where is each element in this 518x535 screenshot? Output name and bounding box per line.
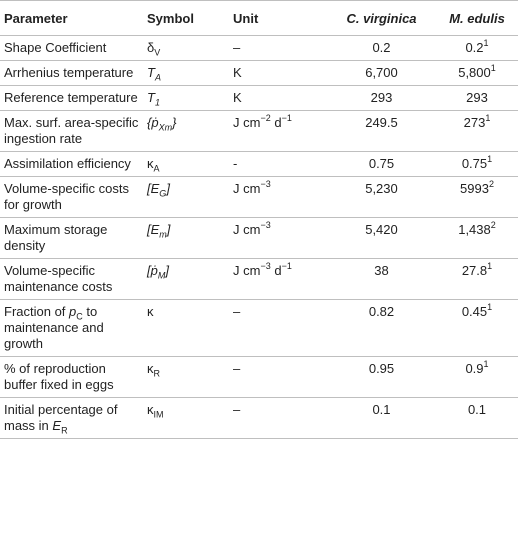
cell-symbol: [ṗ$_M$] <box>143 259 229 300</box>
cell-parameter: Assimilation efficiency <box>0 152 143 177</box>
cell-m-edulis: 0.75$^1$ <box>436 152 518 177</box>
cell-c-virginica: 5,420 <box>327 218 436 259</box>
cell-symbol: $T_A$ <box>143 61 229 86</box>
cell-unit: J $cm^{-3}$ $d^{-1}$ <box>229 259 327 300</box>
cell-unit: J $cm^{-3}$ <box>229 177 327 218</box>
reference-superscript: 1 <box>487 301 493 312</box>
table-row <box>0 259 518 300</box>
cell-m-edulis: $0.2^1$ <box>436 36 518 61</box>
cell-parameter: Initial percentage of mass in $E_R$ <box>0 398 143 439</box>
cell-m-edulis: 5,800$^1$ <box>436 61 518 86</box>
parameter-subscript: C <box>76 311 83 322</box>
cell-c-virginica: 0.95 <box>327 357 436 398</box>
cell-m-edulis: 27.8$^1$ <box>436 259 518 300</box>
cell-c-virginica: 293 <box>327 86 436 111</box>
table-row <box>0 111 518 152</box>
table-row <box>0 398 518 439</box>
reference-superscript: 1 <box>483 37 489 48</box>
cell-symbol: $[E_m]$ <box>143 218 229 259</box>
symbol-subscript: R <box>153 368 160 379</box>
cell-symbol: $[E_G]$ <box>143 177 229 218</box>
unit-exponent: −3 <box>260 219 271 230</box>
header-c-virginica: C. virginica <box>327 1 436 36</box>
symbol-subscript: G <box>159 188 167 199</box>
cell-parameter: Arrhenius temperature <box>0 61 143 86</box>
reference-superscript: 1 <box>485 112 491 123</box>
cell-parameter: Max. surf. area-specific ingestion rate <box>0 111 143 152</box>
header-m-edulis: M. edulis <box>436 1 518 36</box>
symbol-subscript: A <box>154 72 161 83</box>
table-row <box>0 300 518 357</box>
cell-unit: J $cm^{-2}$ $d^{-1}$ <box>229 111 327 152</box>
cell-c-virginica: 5,230 <box>327 177 436 218</box>
cell-parameter: Volume-specific costs for growth <box>0 177 143 218</box>
table-row <box>0 86 518 111</box>
header-symbol: Symbol <box>143 1 229 36</box>
table-row <box>0 61 518 86</box>
cell-m-edulis: 5993$^2$ <box>436 177 518 218</box>
cell-c-virginica: 6,700 <box>327 61 436 86</box>
cell-unit: J $cm^{-3}$ <box>229 218 327 259</box>
header-row <box>0 1 518 36</box>
cell-unit: K <box>229 61 327 86</box>
header-unit: Unit <box>229 1 327 36</box>
cell-c-virginica: 0.1 <box>327 398 436 439</box>
table-row <box>0 152 518 177</box>
reference-superscript: 2 <box>488 178 494 189</box>
cell-m-edulis: 0.1 <box>436 398 518 439</box>
reference-superscript: 1 <box>487 153 493 164</box>
cell-c-virginica: 249.5 <box>327 111 436 152</box>
cell-m-edulis: 1,438$^2$ <box>436 218 518 259</box>
cell-symbol: {ṗ$_{Xm}$} <box>143 111 229 152</box>
cell-parameter: Fraction of $p_C$ to maintenance and growth <box>0 300 143 357</box>
reference-superscript: 1 <box>487 260 493 271</box>
cell-parameter: Maximum storage density <box>0 218 143 259</box>
table-row <box>0 218 518 259</box>
table-row <box>0 36 518 61</box>
symbol-subscript: A <box>153 163 160 174</box>
cell-unit: K <box>229 86 327 111</box>
table-row <box>0 177 518 218</box>
cell-symbol: $T_1$ <box>143 86 229 111</box>
reference-superscript: 2 <box>490 219 496 230</box>
header-parameter: Parameter <box>0 1 143 36</box>
symbol-subscript: V <box>154 47 161 58</box>
table-row <box>0 357 518 398</box>
cell-symbol: $\kappa_A$ <box>143 152 229 177</box>
unit-exponent: −3 <box>260 260 271 271</box>
symbol-subscript: M <box>157 270 166 281</box>
cell-symbol: $\kappa_{IM}$ <box>143 398 229 439</box>
unit-exponent: −3 <box>260 178 271 189</box>
cell-m-edulis: $273^1$ <box>436 111 518 152</box>
unit-exponent: −1 <box>281 260 292 271</box>
cell-m-edulis: 293 <box>436 86 518 111</box>
cell-parameter: Reference temperature <box>0 86 143 111</box>
cell-symbol: $\delta_V$ <box>143 36 229 61</box>
cell-parameter: % of reproduction buffer fixed in eggs <box>0 357 143 398</box>
symbol-subscript: 1 <box>154 97 160 108</box>
reference-superscript: 1 <box>483 358 489 369</box>
parameter-variable: p <box>69 304 77 319</box>
reference-superscript: 1 <box>490 62 496 73</box>
parameter-variable: E <box>52 418 62 433</box>
cell-m-edulis: $0.9^1$ <box>436 357 518 398</box>
table-body <box>0 36 518 439</box>
symbol-subscript: Xm <box>158 122 173 133</box>
cell-c-virginica: 0.75 <box>327 152 436 177</box>
parameter-subscript: R <box>61 425 68 436</box>
cell-m-edulis: 0.45$^1$ <box>436 300 518 357</box>
cell-c-virginica: 0.82 <box>327 300 436 357</box>
cell-symbol: κ <box>143 300 229 357</box>
cell-unit: - <box>229 152 327 177</box>
cell-parameter: Volume-specific maintenance costs <box>0 259 143 300</box>
symbol-subscript: m <box>159 229 167 240</box>
cell-c-virginica: 38 <box>327 259 436 300</box>
cell-unit: – <box>229 398 327 439</box>
cell-unit: – <box>229 300 327 357</box>
cell-c-virginica: 0.2 <box>327 36 436 61</box>
unit-exponent: −2 <box>260 112 271 123</box>
cell-unit: – <box>229 36 327 61</box>
cell-symbol: $\kappa_R$ <box>143 357 229 398</box>
symbol-subscript: IM <box>153 409 164 420</box>
unit-exponent: −1 <box>281 112 292 123</box>
cell-parameter: Shape Coefficient <box>0 36 143 61</box>
cell-unit: – <box>229 357 327 398</box>
